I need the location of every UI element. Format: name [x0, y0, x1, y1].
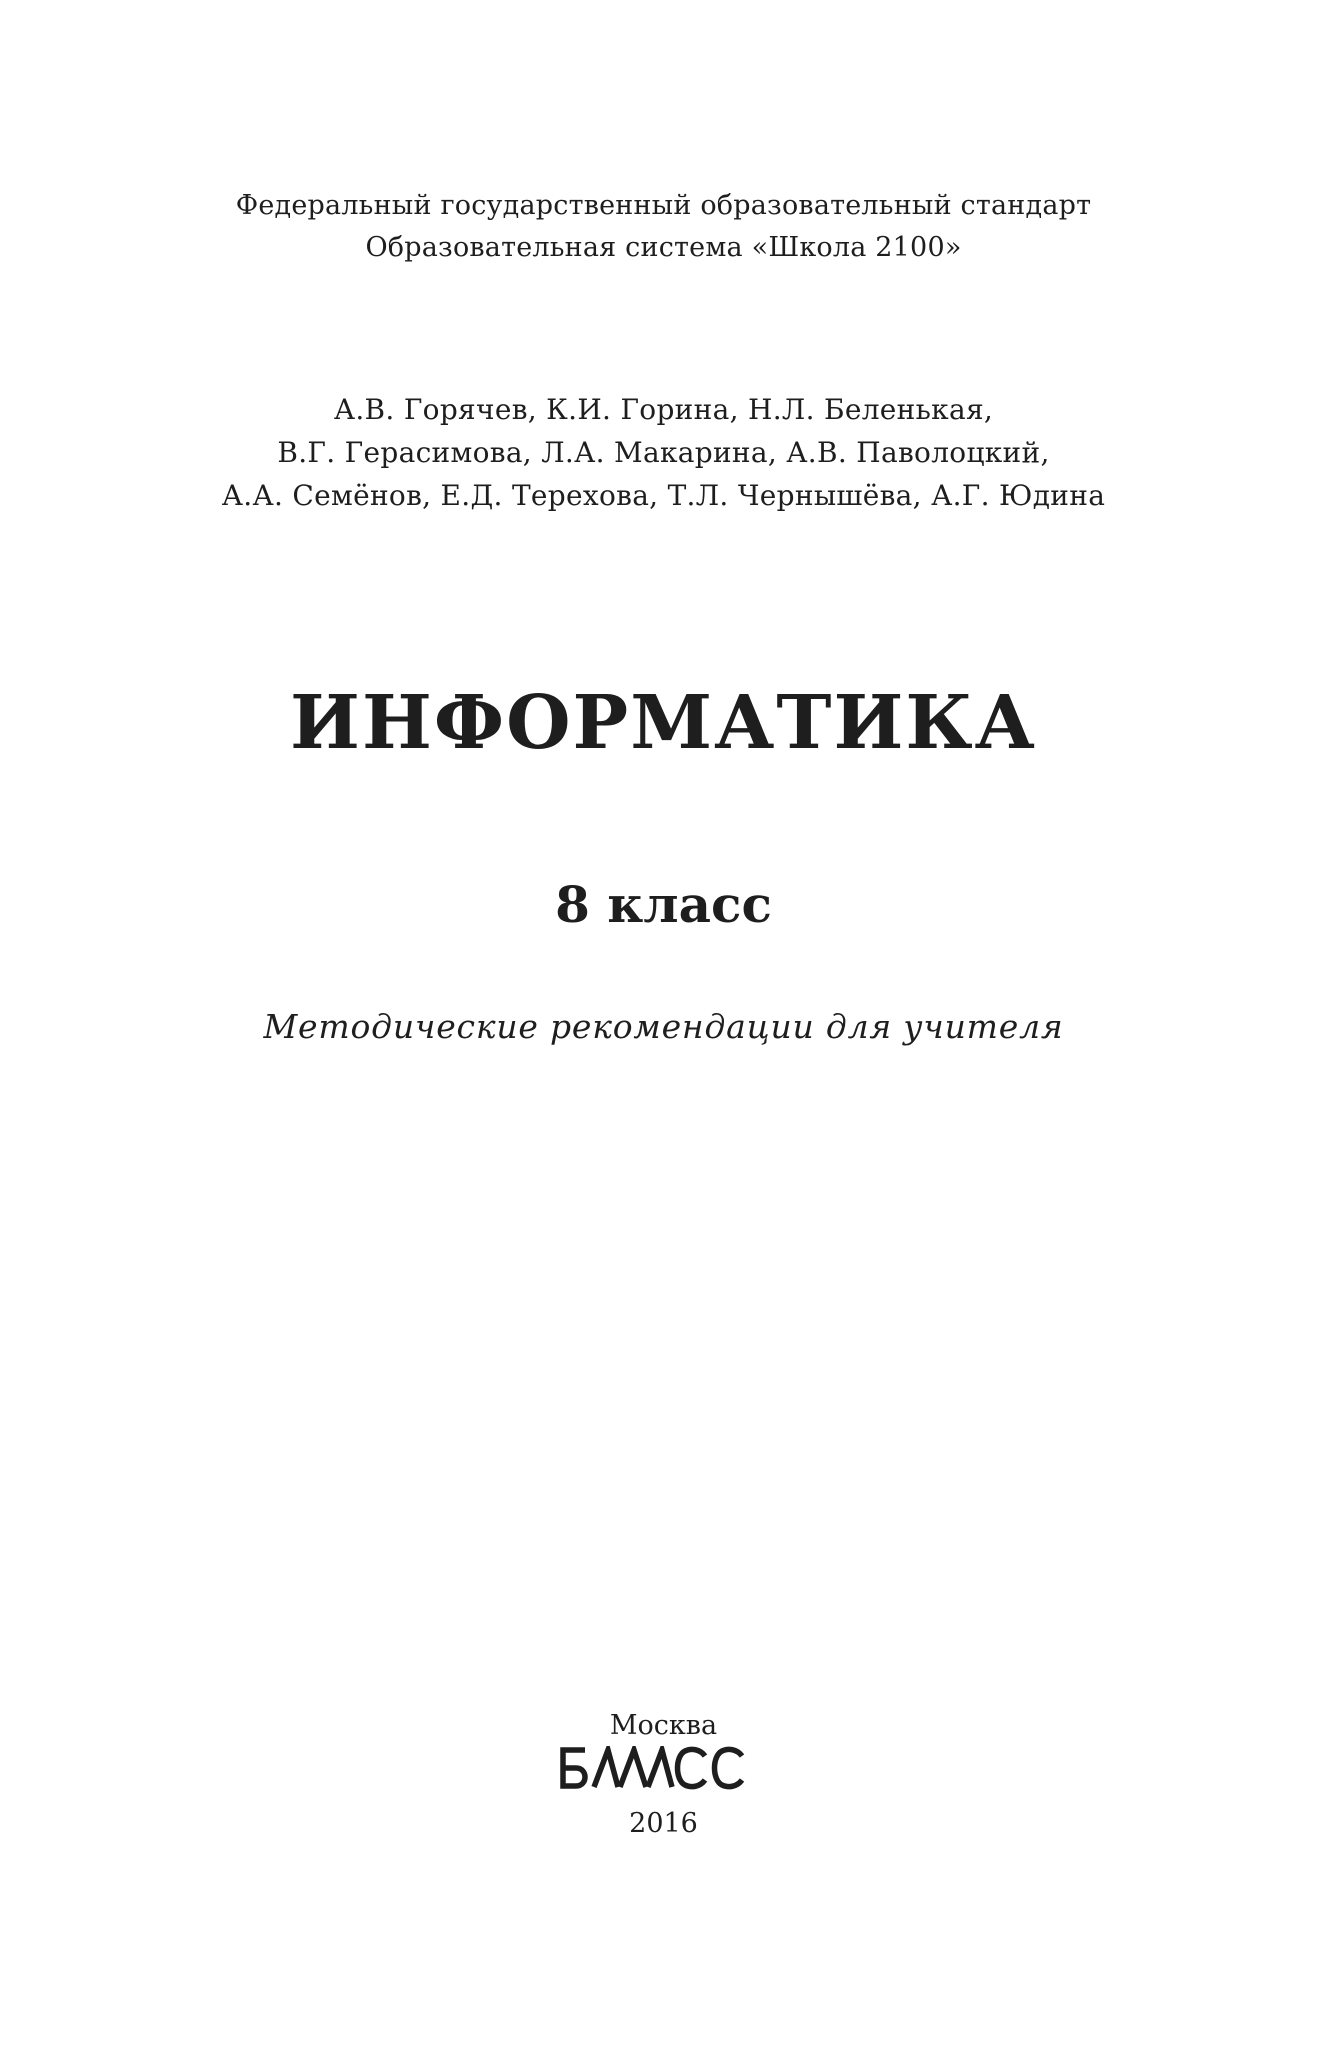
city-label: Москва [609, 1710, 718, 1741]
publisher-logo-icon [558, 1746, 746, 1790]
authors-line-1: А.В. Горячев, К.И. Горина, Н.Л. Беленькая, [333, 393, 994, 426]
book-title: ИНФОРМАТИКА [290, 680, 1037, 766]
grade-label: 8 класс [555, 875, 772, 934]
authors-line-2: В.Г. Герасимова, Л.А. Макарина, А.В. Паволоцкий, [277, 436, 1050, 469]
standard-line: Федеральный государственный образовательный стандарт [235, 190, 1092, 221]
education-system-line: Образовательная система «Школа 2100» [365, 232, 962, 263]
authors-line-3: А.А. Семёнов, Е.Д. Терехова, Т.Л. Чернышёва, А.Г. Юдина [221, 479, 1106, 512]
year-label: 2016 [629, 1808, 698, 1839]
publisher-logo [558, 1746, 746, 1790]
book-subtitle: Методические рекомендации для учителя [263, 1007, 1064, 1046]
